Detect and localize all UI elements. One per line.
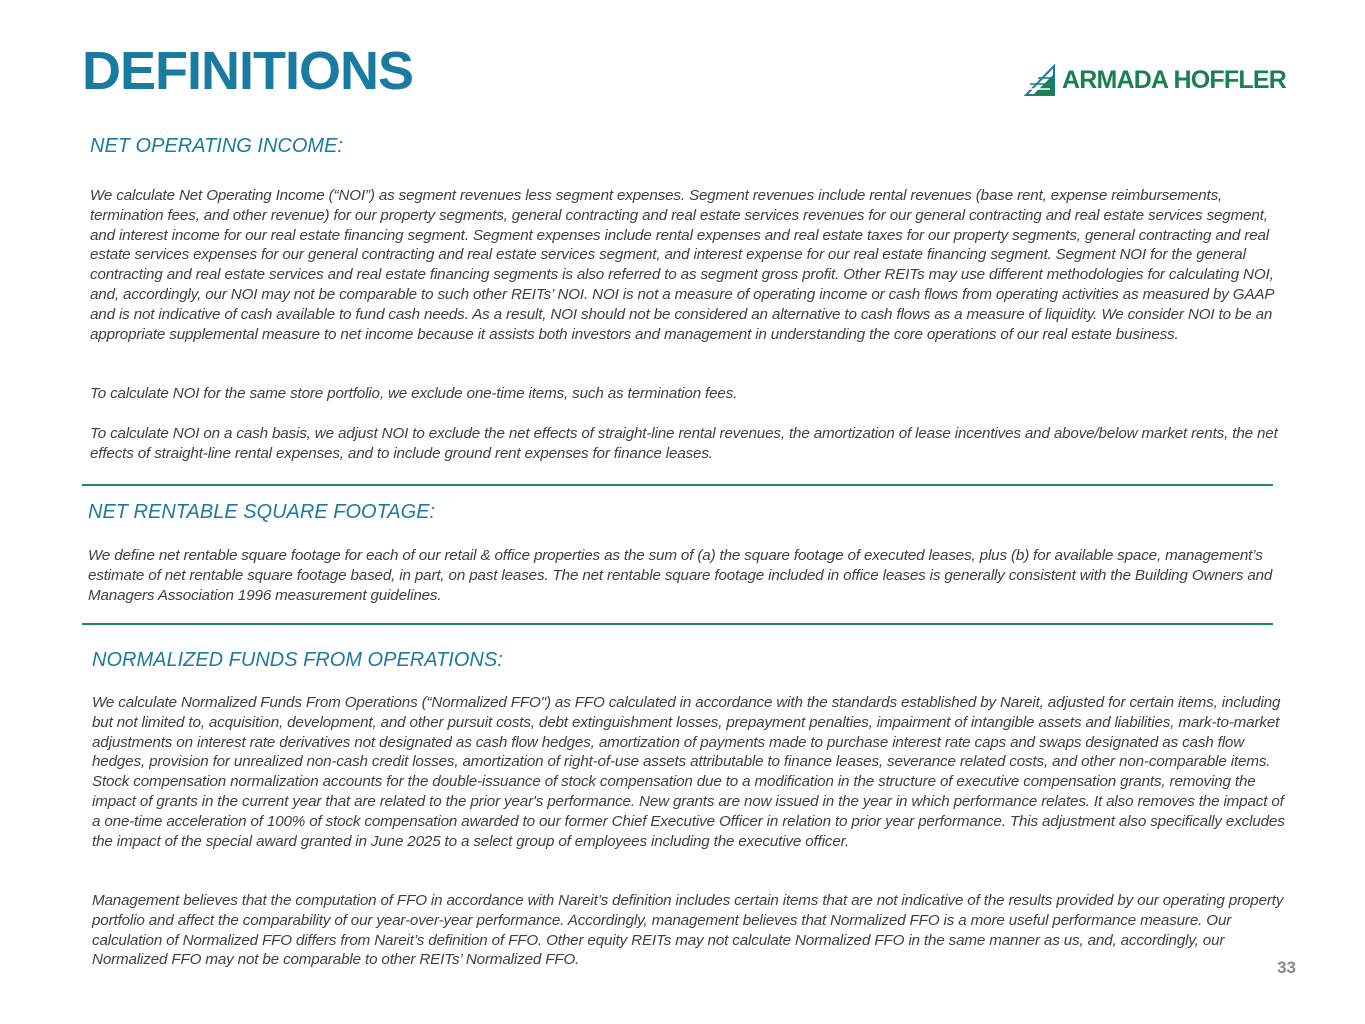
company-logo [1024, 64, 1286, 96]
armada-hoffler-logo-icon [1024, 64, 1056, 96]
section-heading-noi: NET OPERATING INCOME: [90, 135, 343, 157]
nffo-paragraph-2: Management believes that the computation of FFO in accordance with Nareit’s definition includes certain items that are not indicative of the results provided by our operating property portfolio and affect the comparability of our year-over-year performance. Accordingly, management believes that Normalized FFO is a more useful performance measure. Our calculation of Normalized FFO differs from Nareit’s definition of FFO. Other equity REITs may not calculate Normalized FFO in the same manner as us, and, accordingly, our Normalized FFO may not be comparable to other REITs’ Normalized FFO. [92, 892, 1284, 969]
noi-paragraph-1: We calculate Net Operating Income (“NOI”) as segment revenues less segment expenses. Segment revenues include rental revenues (base rent, expense reimbursements, termination fees, and other revenue) for our property segments, general contracting and real estate services revenues for our general contracting and real estate services segment, and interest income for our real estate financing segment. Segment expenses include rental expenses and real estate taxes for our property segments, general contracting and real estate services expenses for our general contracting and real estate services segment, and interest expense for our real estate financing segment. Segment NOI for the general contracting and real estate services and real estate financing segments is also referred to as segment gross profit. Other REITs may use different methodologies for calculating NOI, and, accordingly, our NOI may not be comparable to such other REITs’ NOI. NOI is not a measure of operating income or cash flows from operating activities as measured by GAAP and is not indicative of cash available to fund cash needs. As a result, NOI should not be considered an alternative to cash flows as a measure of liquidity. We consider NOI to be an appropriate supplemental measure to net income because it assists both investors and management in understanding the core operations of our real estate business. [90, 187, 1274, 343]
nrsf-paragraph-1: We define net rentable square footage for each of our retail & office properties as the sum of (a) the square footage of executed leases, plus (b) for available space, management’s estimate of net rentable square footage based, in part, on past leases. The net rentable square footage included in office leases is generally consistent with the Building Owners and Managers Association 1996 measurement guidelines. [88, 547, 1273, 604]
nffo-paragraph-1: We calculate Normalized Funds From Operations (“Normalized FFO") as FFO calculated in accordance with the standards established by Nareit, adjusted for certain items, including but not limited to, acquisition, development, and other pursuit costs, debt extinguishment losses, prepayment penalties, impairment of intangible assets and liabilities, mark-to-market adjustments on interest rate derivatives not designated as cash flow hedges, amortization of payments made to purchase interest rate caps and swaps designated as cash flow hedges, provision for unrealized non-cash credit losses, amortization of right-of-use assets attributable to finance leases, severance related costs, and other non-comparable items. Stock compensation normalization accounts for the double-issuance of stock compensation due to a modification in the structure of executive compensation grants, removing the impact of grants in the current year that are related to the prior year's performance. New grants are now issued in the year in which performance relates. It also removes the impact of a one-time acceleration of 100% of stock compensation awarded to our former Chief Executive Officer in relation to prior year performance. This adjustment also specifically excludes the impact of the special award granted in June 2025 to a select group of employees including the executive officer. [92, 694, 1285, 850]
section-divider [82, 623, 1273, 625]
page-number: 33 [1277, 958, 1296, 977]
page-title: DEFINITIONS [82, 41, 414, 101]
section-divider [82, 484, 1273, 486]
noi-paragraph-3: To calculate NOI on a cash basis, we adjust NOI to exclude the net effects of straight-line rental revenues, the amortization of lease incentives and above/below market rents, the net effects of straight-line rental expenses, and to include ground rent expenses for finance leases. [90, 425, 1278, 462]
section-heading-nrsf: NET RENTABLE SQUARE FOOTAGE: [88, 501, 436, 523]
noi-paragraph-2: To calculate NOI for the same store portfolio, we exclude one-time items, such as termination fees. [90, 385, 738, 402]
section-heading-nffo: NORMALIZED FUNDS FROM OPERATIONS: [92, 649, 503, 671]
logo-text: ARMADA HOFFLER [1062, 66, 1286, 94]
